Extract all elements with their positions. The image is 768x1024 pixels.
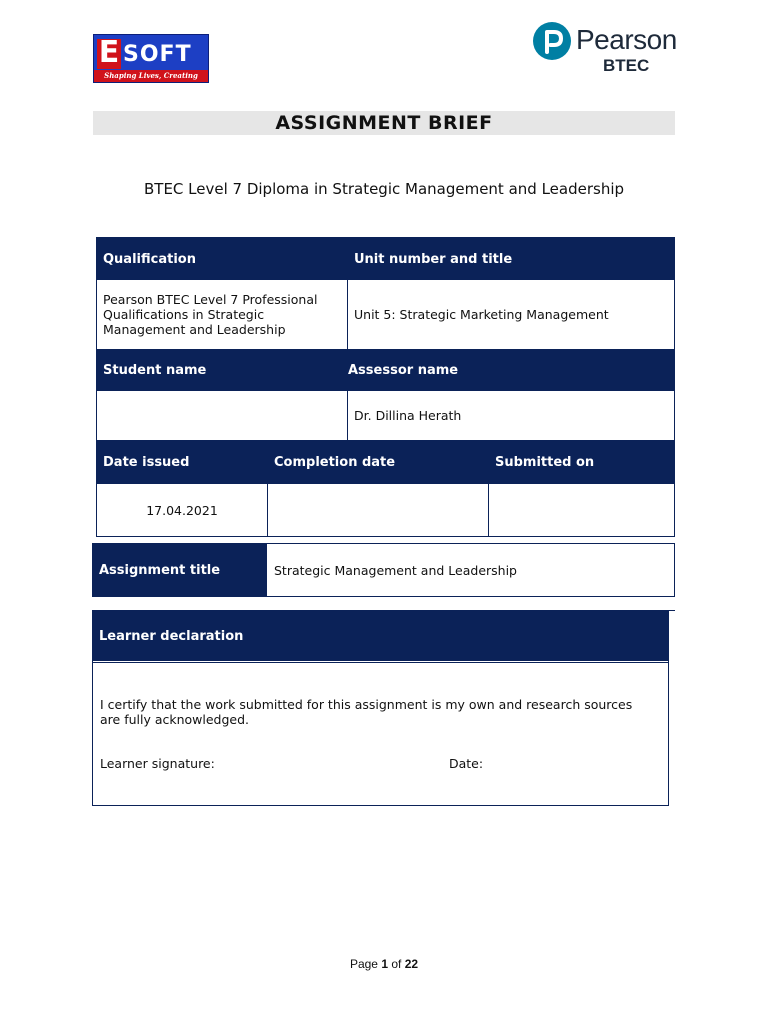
date-issued-value: 17.04.2021 — [146, 503, 218, 518]
student-header — [97, 349, 347, 391]
pearson-logo-btec: BTEC — [603, 56, 650, 75]
pearson-p-icon — [533, 22, 571, 60]
completion-date-cell[interactable] — [268, 485, 488, 536]
declaration-header — [93, 612, 668, 661]
pearson-logo-text: Pearson — [576, 24, 677, 55]
esoft-logo-letter: E — [98, 35, 120, 70]
qualification-line: Qualifications in Strategic — [103, 307, 265, 322]
submitted-on-header — [489, 441, 674, 484]
footer-middle: of — [388, 957, 405, 971]
subtitle: BTEC Level 7 Diploma in Strategic Management and Leadership — [143, 180, 625, 198]
assessor-name-cell — [348, 392, 674, 439]
column-divider — [267, 441, 268, 536]
assessor-header — [342, 349, 674, 391]
student-name-cell[interactable] — [97, 392, 347, 439]
qualification-header — [97, 238, 347, 280]
footer-prefix: Page — [349, 957, 382, 971]
qualification-line: Management and Leadership — [103, 322, 286, 337]
unit-cell — [348, 281, 674, 348]
title-bar — [93, 111, 675, 135]
assignment-title-value: Strategic Management and Leadership — [274, 562, 517, 578]
row-divider — [96, 440, 675, 441]
footer-current-page: 1 — [381, 957, 388, 971]
declaration-header-label: Learner declaration — [99, 629, 244, 644]
footer-total-pages: 22 — [404, 957, 419, 971]
assignment-title-cell — [268, 544, 674, 596]
completion-date-header-label: Completion date — [274, 455, 396, 470]
qualification-cell — [97, 281, 347, 348]
unit-header-label: Unit number and title — [354, 251, 513, 267]
declaration-line: I certify that the work submitted for this assignment is my own and research sources — [100, 697, 633, 712]
declaration-text — [100, 697, 632, 727]
esoft-logo-tagline: Shaping Lives, Creating Futures. — [94, 70, 208, 82]
declaration-date-label: Date: — [449, 756, 484, 771]
date-issued-cell — [97, 485, 267, 536]
student-header-label: Student name — [103, 362, 207, 378]
esoft-logo — [93, 34, 209, 92]
completion-date-header — [268, 441, 488, 484]
row-divider — [92, 662, 669, 663]
column-divider — [488, 441, 489, 536]
assessor-header-label: Assessor name — [348, 362, 459, 378]
submitted-on-cell[interactable] — [489, 485, 674, 536]
page-footer — [0, 957, 768, 971]
learner-signature-label: Learner signature: — [100, 756, 215, 771]
date-issued-header — [97, 441, 267, 484]
submitted-on-header-label: Submitted on — [495, 455, 595, 470]
esoft-logo-word: SOFT — [123, 42, 192, 67]
assignment-title-label: Assignment title — [99, 562, 221, 578]
declaration-line: are fully acknowledged. — [100, 712, 250, 727]
assessor-name-value: Dr. Dillina Herath — [354, 408, 462, 423]
date-issued-header-label: Date issued — [103, 455, 190, 470]
qualification-line: Pearson BTEC Level 7 Professional — [103, 292, 318, 307]
page-title: ASSIGNMENT BRIEF — [275, 112, 493, 134]
assignment-title-header — [93, 544, 267, 596]
qualification-header-label: Qualification — [103, 251, 196, 267]
unit-header — [348, 238, 674, 280]
unit-value: Unit 5: Strategic Marketing Management — [354, 307, 609, 322]
